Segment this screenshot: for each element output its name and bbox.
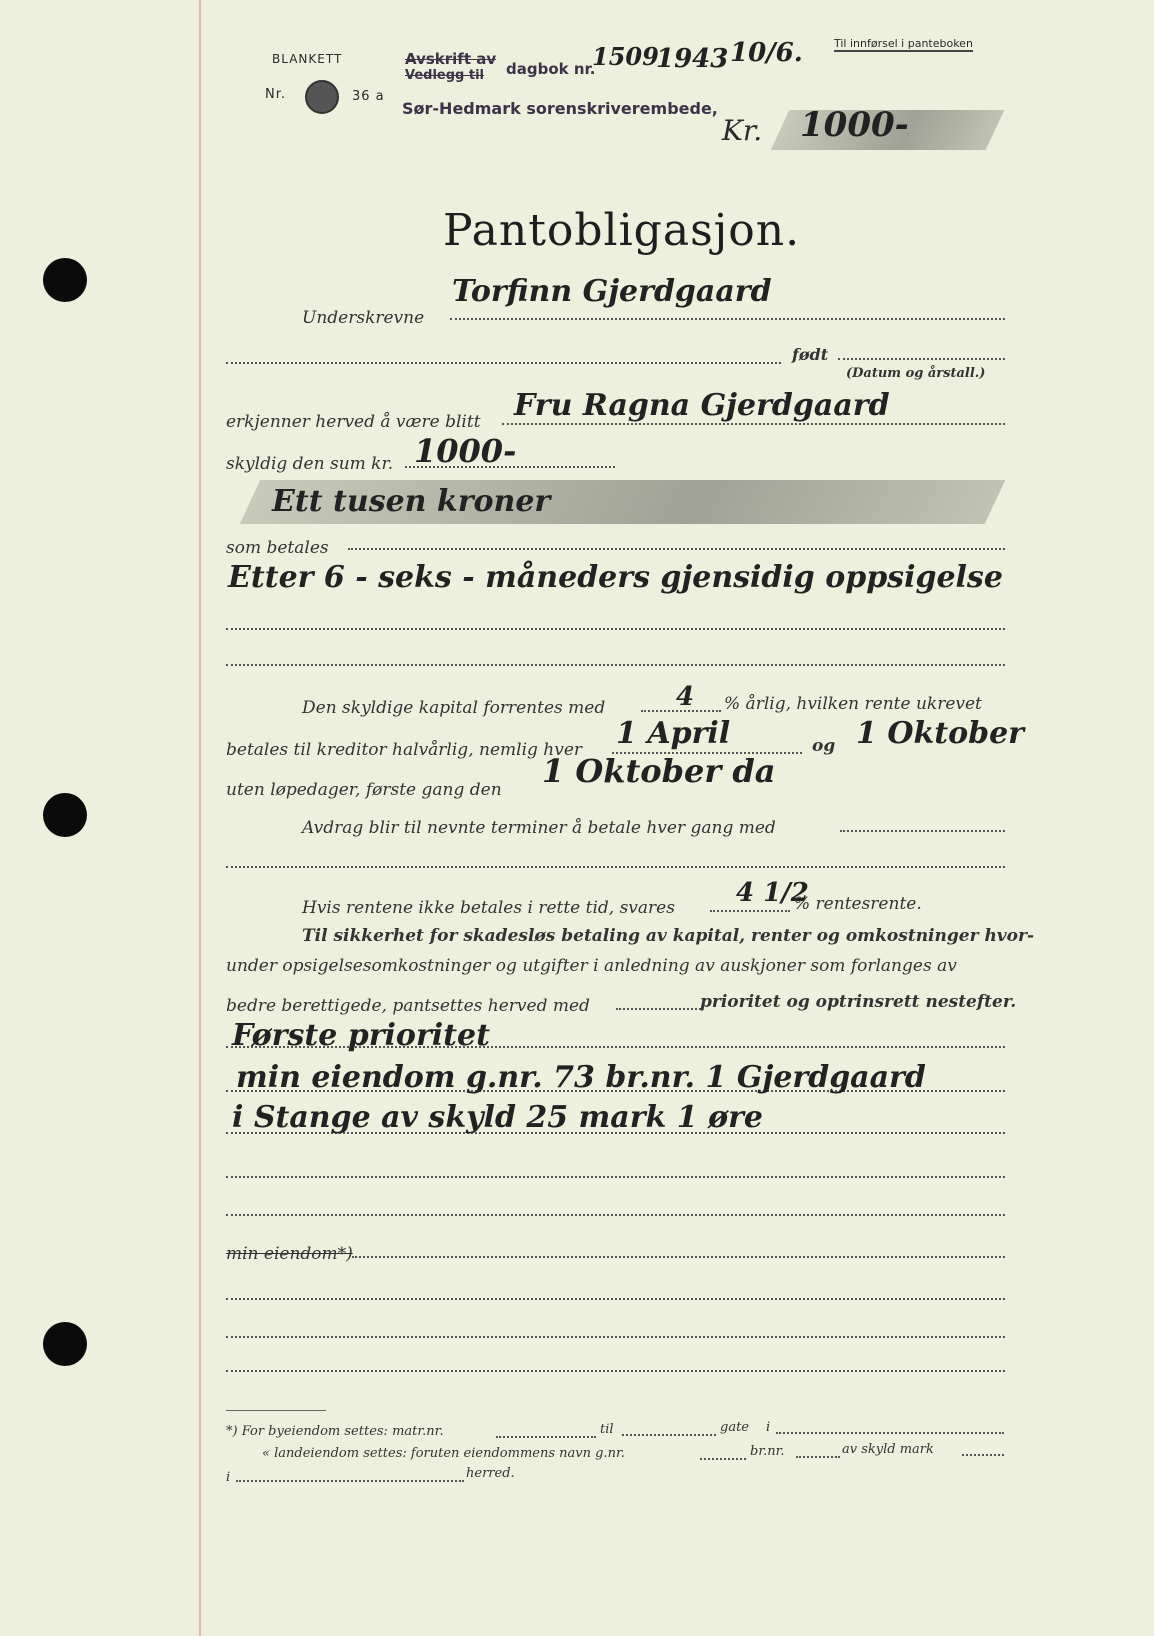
halfyear-label: betales til kreditor halvårlig, nemlig hver bbox=[226, 740, 583, 760]
property-hand-3: i Stange av skyld 25 mark 1 øre bbox=[232, 1100, 763, 1135]
blankett-label: BLANKETT bbox=[272, 52, 343, 66]
footnote-dots bbox=[700, 1458, 746, 1460]
born-hint: (Datum og årstall.) bbox=[846, 366, 986, 381]
stamp-vedlegg: Vedlegg til bbox=[405, 68, 485, 83]
security-line-3b: prioritet og optrinsrett nestefter. bbox=[700, 992, 1017, 1012]
late-label: Hvis rentene ikke betales i rette tid, svares bbox=[302, 898, 675, 918]
creditor-line bbox=[502, 423, 1005, 425]
punch-hole bbox=[43, 1322, 87, 1366]
form-number: 36 a bbox=[352, 89, 385, 104]
stamp-avskrift: Avskrift av bbox=[405, 50, 497, 68]
footnote-dots bbox=[236, 1480, 464, 1482]
blank-line bbox=[226, 1336, 1005, 1338]
footnote-dots bbox=[622, 1434, 716, 1436]
footnote-line-1c: gate bbox=[720, 1420, 749, 1435]
punch-hole bbox=[43, 793, 87, 837]
sum-value: 1000- bbox=[414, 432, 517, 470]
blank-line bbox=[226, 1176, 1005, 1178]
late-value: 4 1/2 bbox=[736, 878, 809, 908]
security-line-1: Til sikkerhet for skadesløs betaling av kapital, renter og omkostninger hvor- bbox=[302, 926, 1035, 946]
installment-label: Avdrag blir til nevnte terminer å betale hver gang med bbox=[302, 818, 776, 838]
interest-label: Den skyldige kapital forrentes med bbox=[302, 698, 606, 718]
dagbok-year: 1943 bbox=[656, 44, 729, 74]
margin-line bbox=[199, 0, 201, 1636]
property-hand-1: Første prioritet bbox=[232, 1018, 490, 1053]
days-value: 1 Oktober da bbox=[542, 752, 776, 790]
min-eiendom-label: min eiendom*) bbox=[226, 1244, 353, 1264]
blank-line bbox=[226, 664, 1005, 666]
halfyear-value-2: 1 Oktober bbox=[856, 716, 1024, 751]
document-title: Pantobligasjon. bbox=[443, 205, 801, 256]
payable-label: som betales bbox=[226, 538, 329, 558]
footnote-rule bbox=[226, 1410, 326, 1411]
sum-words: Ett tusen kroner bbox=[272, 484, 551, 519]
acknowledge-label: erkjenner herved å være blitt bbox=[226, 412, 481, 432]
late-line bbox=[710, 910, 790, 912]
born-line bbox=[226, 362, 781, 364]
footnote-line-3b: herred. bbox=[466, 1466, 515, 1481]
registry-note: Til innførsel i panteboken bbox=[834, 37, 973, 50]
footnote-dots bbox=[796, 1456, 840, 1458]
payable-value: Etter 6 - seks - måneders gjensidig oppsigelse bbox=[228, 560, 1003, 595]
born-line-2 bbox=[838, 358, 1005, 360]
security-line-3a: bedre berettigede, pantsettes herved med bbox=[226, 996, 590, 1016]
dagbok-date: 10/6. bbox=[730, 38, 803, 68]
footnote-line-2b: br.nr. bbox=[750, 1444, 785, 1459]
dagbok-number: 1509 bbox=[592, 42, 659, 71]
crest-seal bbox=[305, 80, 339, 114]
interest-value: 4 bbox=[676, 682, 695, 712]
security-line-2: under opsigelsesomkostninger og utgifter i anledning av auskjoner som forlanges av bbox=[226, 956, 957, 976]
blank-line bbox=[226, 866, 1005, 868]
kr-amount: 1000- bbox=[800, 105, 909, 145]
blank-line bbox=[226, 1214, 1005, 1216]
undersigned-value: Torfinn Gjerdgaard bbox=[452, 274, 772, 309]
property-hand-2: min eiendom g.nr. 73 br.nr. 1 Gjerdgaard bbox=[236, 1060, 926, 1095]
halfyear-value-1: 1 April bbox=[616, 716, 731, 751]
payable-line bbox=[348, 548, 1005, 550]
nr-label: Nr. bbox=[265, 87, 287, 102]
interest-suffix: % årlig, hvilken rente ukrevet bbox=[724, 694, 982, 714]
punch-hole bbox=[43, 258, 87, 302]
footnote-line-2a: « landeiendom settes: foruten eiendommens navn g.nr. bbox=[262, 1446, 625, 1461]
blank-line bbox=[352, 1256, 1005, 1258]
footnote-line-2c: av skyld mark bbox=[842, 1442, 934, 1457]
born-label: født bbox=[792, 345, 829, 364]
undersigned-label: Underskrevne bbox=[302, 308, 425, 328]
installment-line bbox=[840, 830, 1005, 832]
kr-label: Kr. bbox=[722, 114, 763, 147]
blank-line bbox=[226, 1370, 1005, 1372]
undersigned-line bbox=[450, 318, 1005, 320]
footnote-dots bbox=[776, 1432, 1004, 1434]
priority-line bbox=[616, 1008, 701, 1010]
days-label: uten løpedager, første gang den bbox=[226, 780, 502, 800]
footnote-line-1b: til bbox=[600, 1422, 614, 1437]
footnote-dots bbox=[496, 1436, 596, 1438]
sum-label: skyldig den sum kr. bbox=[226, 454, 394, 474]
footnote-line-3a: i bbox=[226, 1470, 231, 1485]
stamp-dagbok: dagbok nr. bbox=[506, 60, 596, 78]
office-stamp: Sør-Hedmark sorenskriverembede, bbox=[402, 99, 718, 118]
creditor-value: Fru Ragna Gjerdgaard bbox=[514, 388, 890, 423]
blank-line bbox=[226, 628, 1005, 630]
footnote-line-1a: *) For byeiendom settes: matr.nr. bbox=[226, 1424, 444, 1439]
late-suffix: % rentesrente. bbox=[794, 894, 922, 914]
og-label: og bbox=[812, 736, 836, 756]
footnote-dots bbox=[962, 1454, 1004, 1456]
footnote-line-1d: i bbox=[766, 1420, 771, 1435]
blank-line bbox=[226, 1298, 1005, 1300]
